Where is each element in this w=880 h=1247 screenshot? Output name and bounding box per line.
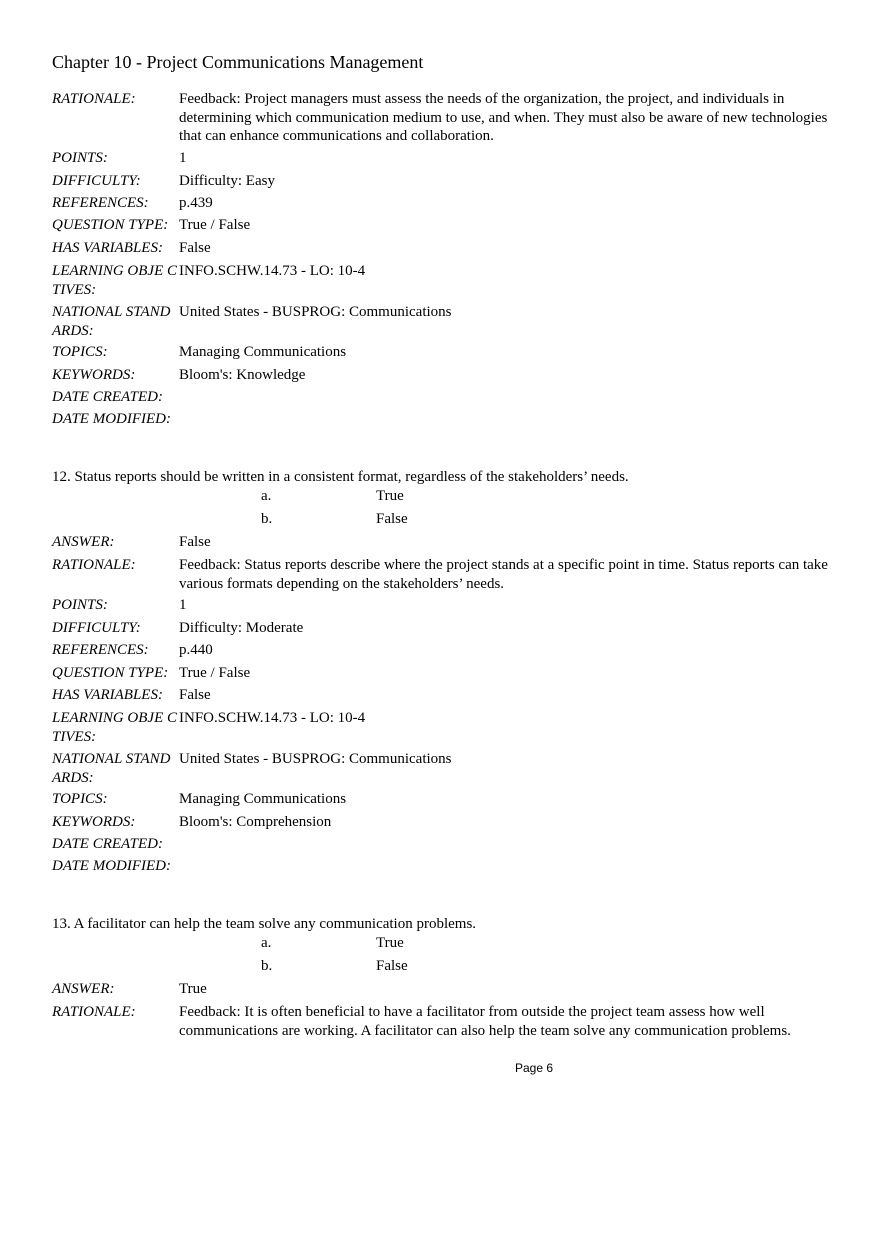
has-variables-label: HAS VARIABLES: bbox=[52, 687, 163, 703]
difficulty-value: Difficulty: Moderate bbox=[179, 620, 304, 636]
q12-question: 12. Status reports should be written in a consistent format, regardless of the stakeholders’ needs. bbox=[52, 469, 629, 485]
learning-objectives-label: LEARNING OBJE CTIVES: bbox=[52, 263, 177, 298]
references-value: p.440 bbox=[179, 642, 213, 658]
points-value: 1 bbox=[179, 150, 187, 166]
answer-label: ANSWER: bbox=[52, 534, 115, 550]
learning-objectives-value: INFO.SCHW.14.73 - LO: 10-4 bbox=[179, 263, 366, 279]
q12-option-a-text: True bbox=[376, 488, 404, 504]
answer-value: False bbox=[179, 534, 211, 550]
references-label: REFERENCES: bbox=[52, 195, 149, 211]
q12-option-b-text: False bbox=[376, 511, 408, 527]
date-created-label: DATE CREATED: bbox=[52, 836, 163, 852]
national-standards-label: NATIONAL STAND ARDS: bbox=[52, 751, 171, 786]
date-modified-label: DATE MODIFIED: bbox=[52, 411, 171, 427]
rationale-label: RATIONALE: bbox=[52, 91, 136, 107]
question-type-value: True / False bbox=[179, 217, 251, 233]
keywords-value: Bloom's: Comprehension bbox=[179, 814, 332, 830]
difficulty-value: Difficulty: Easy bbox=[179, 173, 275, 189]
answer-label: ANSWER: bbox=[52, 981, 115, 997]
page-title: Chapter 10 - Project Communications Management bbox=[52, 52, 424, 72]
rationale-value: Feedback: It is often beneficial to have a facilitator from outside the project team assess how well communications are working. A facilitator can also help the team solve any communication problems. bbox=[179, 1004, 791, 1039]
q13-option-b-text: False bbox=[376, 958, 408, 974]
q13-option-b-letter: b. bbox=[261, 958, 273, 974]
rationale-value: Feedback: Status reports describe where the project stands at a specific point in time. Status reports can take various formats depending on the stakeholders’ needs. bbox=[179, 557, 828, 592]
difficulty-label: DIFFICULTY: bbox=[52, 620, 141, 636]
references-value: p.439 bbox=[179, 195, 213, 211]
keywords-value: Bloom's: Knowledge bbox=[179, 367, 306, 383]
date-created-label: DATE CREATED: bbox=[52, 389, 163, 405]
question-type-value: True / False bbox=[179, 665, 251, 681]
answer-value: True bbox=[179, 981, 207, 997]
date-modified-label: DATE MODIFIED: bbox=[52, 858, 171, 874]
difficulty-label: DIFFICULTY: bbox=[52, 173, 141, 189]
topics-value: Managing Communications bbox=[179, 791, 347, 807]
references-label: REFERENCES: bbox=[52, 642, 149, 658]
topics-label: TOPICS: bbox=[52, 344, 108, 360]
points-value: 1 bbox=[179, 597, 187, 613]
topics-value: Managing Communications bbox=[179, 344, 347, 360]
learning-objectives-value: INFO.SCHW.14.73 - LO: 10-4 bbox=[179, 710, 366, 726]
keywords-label: KEYWORDS: bbox=[52, 367, 136, 383]
national-standards-value: United States - BUSPROG: Communications bbox=[179, 751, 452, 767]
q13-option-a-letter: a. bbox=[261, 935, 272, 951]
learning-objectives-label: LEARNING OBJE CTIVES: bbox=[52, 710, 177, 745]
q12-option-a-letter: a. bbox=[261, 488, 272, 504]
rationale-value: Feedback: Project managers must assess the needs of the organization, the project, and individuals in determining which communication medium to use, and when. They must also be aware of new technologies that can enhance communications and collaboration. bbox=[179, 91, 828, 144]
national-standards-value: United States - BUSPROG: Communications bbox=[179, 304, 452, 320]
national-standards-label: NATIONAL STAND ARDS: bbox=[52, 304, 171, 339]
q13-option-a-text: True bbox=[376, 935, 404, 951]
rationale-label: RATIONALE: bbox=[52, 1004, 136, 1020]
q13-question: 13. A facilitator can help the team solve any communication problems. bbox=[52, 916, 477, 932]
points-label: POINTS: bbox=[52, 150, 108, 166]
topics-label: TOPICS: bbox=[52, 791, 108, 807]
question-type-label: QUESTION TYPE: bbox=[52, 665, 169, 681]
question-type-label: QUESTION TYPE: bbox=[52, 217, 169, 233]
keywords-label: KEYWORDS: bbox=[52, 814, 136, 830]
page-number: Page 6 bbox=[514, 1061, 554, 1075]
q12-option-b-letter: b. bbox=[261, 511, 273, 527]
rationale-label: RATIONALE: bbox=[52, 557, 136, 573]
has-variables-value: False bbox=[179, 687, 211, 703]
has-variables-value: False bbox=[179, 240, 211, 256]
points-label: POINTS: bbox=[52, 597, 108, 613]
has-variables-label: HAS VARIABLES: bbox=[52, 240, 163, 256]
